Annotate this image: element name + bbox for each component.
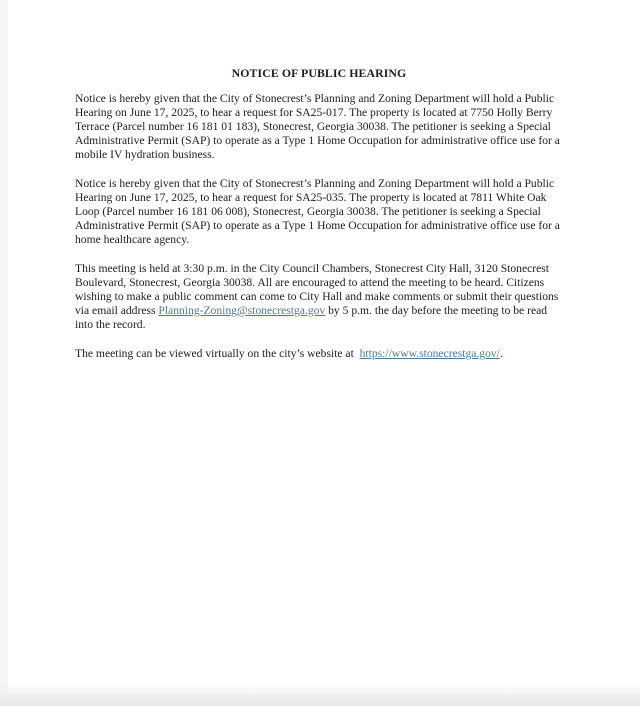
notice-paragraph-2 [75,177,565,247]
document-page [8,0,640,694]
virtual-viewing-paragraph [75,347,565,361]
document-title: NOTICE OF PUBLIC HEARING [231,66,407,80]
planning-zoning-email-link[interactable]: Planning-Zoning@stonecrestga.gov [158,304,326,317]
paragraph-text: by 5 p.m. the day before the meeting to be read into the record. [75,304,550,331]
document-content [8,0,568,361]
paragraph-text: This meeting is held at 3:30 p.m. in the City Council Chambers, Stonecrest City Hall, 3120 Stonecrest Boulevard, Stonecrest, Georgia 30038. All are encouraged to attend the meeting to be heard. Citizens wishing to make a public comment can come to City Hall and make comments or submit their questions via email address [75,262,562,317]
meeting-details-paragraph [75,262,565,332]
paragraph-text: . [499,347,503,360]
paragraph-text: Notice is hereby given that the City of Stonecrest’s Planning and Zoning Department will hold a Public Hearing on June 17, 2025, to hear a request for SA25-017. The property is located at 7750 Holly Berry Terrace (Parcel number 16 181 01 183), Stonecrest, Georgia 30038. The petitioner is seeking a Special Administrative Permit (SAP) to operate as a Type 1 Home Occupation for administrative office use for a mobile IV hydration business. [75,92,563,161]
notice-paragraph-1 [75,92,565,162]
paragraph-text: Notice is hereby given that the City of Stonecrest’s Planning and Zoning Department will hold a Public Hearing on June 17, 2025, to hear a request for SA25-035. The property is located at 7811 White Oak Loop (Parcel number 16 181 06 008), Stonecrest, Georgia 30038. The petitioner is seeking a Special Administrative Permit (SAP) to operate as a Type 1 Home Occupation for administrative office use for a home healthcare agency. [75,177,563,246]
paragraph-text: The meeting can be viewed virtually on the city’s website at [75,347,360,360]
city-website-link[interactable]: https://www.stonecrestga.gov/ [359,347,500,360]
